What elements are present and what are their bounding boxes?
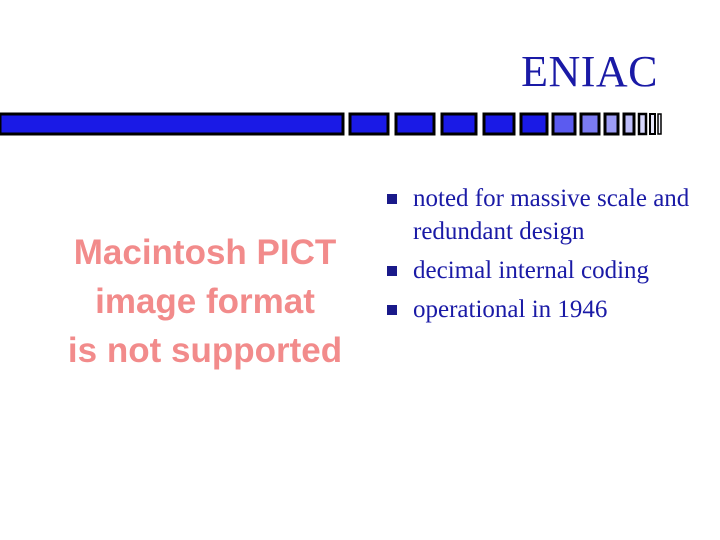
bar-segment xyxy=(624,114,634,134)
placeholder-line: Macintosh PICT xyxy=(73,233,337,272)
bullet-item xyxy=(385,182,705,248)
bullet-item xyxy=(385,293,705,326)
bar-segment xyxy=(396,114,434,134)
placeholder-line: image format xyxy=(95,282,315,321)
square-bullet-icon xyxy=(387,194,397,204)
unsupported-image-placeholder xyxy=(30,228,380,375)
placeholder-line: is not supported xyxy=(67,331,343,370)
title-underline-bar xyxy=(0,112,720,138)
bullet-text: noted for massive scale and redundant design xyxy=(413,185,690,245)
bar-segment xyxy=(581,114,599,134)
bar-segment xyxy=(442,114,476,134)
bar-segment xyxy=(553,114,575,134)
slide-title: ENIAC xyxy=(521,47,658,96)
bar-segment xyxy=(350,114,388,134)
bar-segment xyxy=(605,114,618,134)
bar-segment xyxy=(0,114,343,134)
bullet-text: decimal internal coding xyxy=(413,257,650,284)
bullet-text: operational in 1946 xyxy=(413,296,608,323)
bar-segment xyxy=(639,114,646,134)
bar-segment xyxy=(658,114,661,134)
bar-segment xyxy=(521,114,547,134)
square-bullet-icon xyxy=(387,305,397,315)
bullet-list xyxy=(385,182,705,332)
bar-segment xyxy=(484,114,514,134)
square-bullet-icon xyxy=(387,266,397,276)
bullet-item xyxy=(385,254,705,287)
bar-segment xyxy=(650,114,655,134)
